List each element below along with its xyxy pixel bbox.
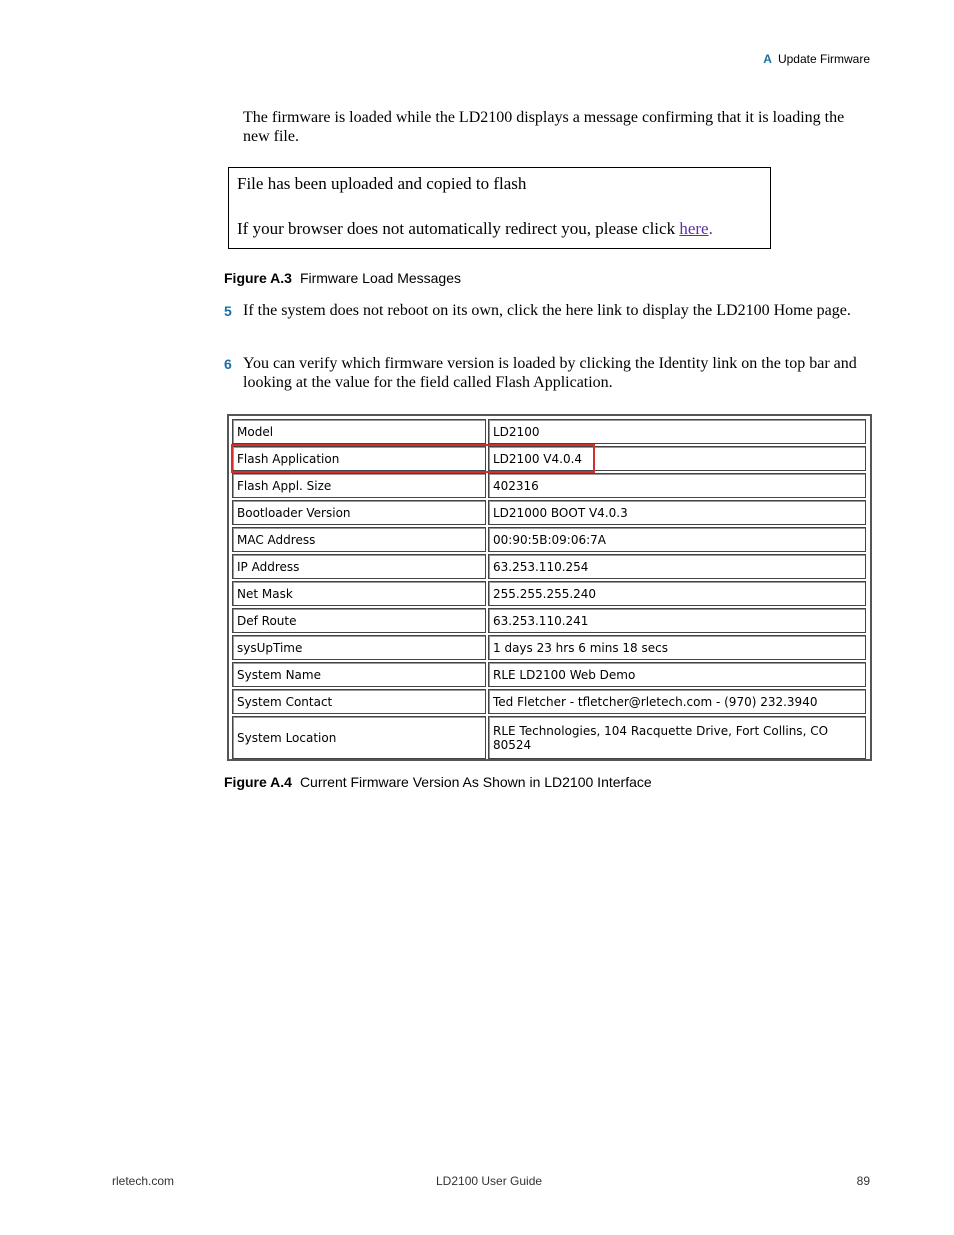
table-row xyxy=(231,472,868,499)
table-row xyxy=(231,634,868,661)
step-5-number: 5 xyxy=(224,303,232,319)
field-name-cell: System Location xyxy=(232,716,486,759)
field-name-cell: Net Mask xyxy=(232,581,486,606)
field-name-cell: sysUpTime xyxy=(232,635,486,660)
table-row xyxy=(231,688,868,715)
field-value-cell: 255.255.255.240 xyxy=(488,581,866,606)
field-value-cell: 00:90:5B:09:06:7A xyxy=(488,527,866,552)
figure-a3-caption xyxy=(224,270,461,286)
running-header xyxy=(763,52,870,66)
footer-guide-title: LD2100 User Guide xyxy=(436,1174,543,1188)
field-name-cell: Flash Application xyxy=(232,446,486,471)
field-name-cell: Def Route xyxy=(232,608,486,633)
redirect-text: If your browser does not automatically redirect you, please click xyxy=(237,219,680,238)
figure-a3-title: Firmware Load Messages xyxy=(299,270,461,286)
step-6-text: You can verify which firmware version is loaded by clicking the Identity link on the top bar and looking at the value for the field called Flash Application. xyxy=(243,355,857,391)
firmware-load-message-figure xyxy=(228,167,771,249)
redirect-message xyxy=(237,219,713,239)
figure-a4-caption xyxy=(224,774,652,790)
table-row xyxy=(231,418,868,445)
field-value-cell: 1 days 23 hrs 6 mins 18 secs xyxy=(488,635,866,660)
field-name-cell: System Name xyxy=(232,662,486,687)
identity-table xyxy=(227,414,872,761)
field-value-cell: Ted Fletcher - tfletcher@rletech.com - (970) 232.3940 xyxy=(488,689,866,714)
table-row xyxy=(231,607,868,634)
step-5-text: If the system does not reboot on its own, click the here link to display the LD2100 Home page. xyxy=(243,302,851,319)
field-name-cell: Flash Appl. Size xyxy=(232,473,486,498)
figure-a4-title: Current Firmware Version As Shown in LD2100 Interface xyxy=(299,774,652,790)
chapter-letter: A xyxy=(763,52,772,66)
field-value-cell: LD2100 xyxy=(488,419,866,444)
field-value-cell: 63.253.110.254 xyxy=(488,554,866,579)
table-row xyxy=(231,715,868,760)
field-name-cell: IP Address xyxy=(232,554,486,579)
field-name-cell: MAC Address xyxy=(232,527,486,552)
table-row xyxy=(231,526,868,553)
step-6-number: 6 xyxy=(224,356,232,372)
field-name-cell: Bootloader Version xyxy=(232,500,486,525)
footer-website: rletech.com xyxy=(112,1174,175,1188)
section-title: Update Firmware xyxy=(777,52,870,66)
field-value-cell: 63.253.110.241 xyxy=(488,608,866,633)
table-row xyxy=(231,661,868,688)
figure-a4-number: Figure A.4 xyxy=(224,774,292,790)
table-row xyxy=(231,499,868,526)
redirect-period: . xyxy=(708,219,713,238)
field-value-cell: LD21000 BOOT V4.0.3 xyxy=(488,500,866,525)
intro-paragraph: The firmware is loaded while the LD2100 displays a message confirming that it is loading the new file. xyxy=(243,109,845,145)
table-row xyxy=(231,445,868,472)
figure-a3-number: Figure A.3 xyxy=(224,270,292,286)
field-value-cell: 402316 xyxy=(488,473,866,498)
upload-message: File has been uploaded and copied to flash xyxy=(237,174,527,193)
footer-page-number: 89 xyxy=(856,1174,870,1188)
field-value-cell: LD2100 V4.0.4 xyxy=(488,446,866,471)
here-link[interactable]: here xyxy=(679,219,709,238)
table-row xyxy=(231,580,868,607)
field-value-cell: RLE Technologies, 104 Racquette Drive, Fort Collins, CO 80524 xyxy=(488,716,866,759)
field-name-cell: System Contact xyxy=(232,689,486,714)
field-value-cell: RLE LD2100 Web Demo xyxy=(488,662,866,687)
table-row xyxy=(231,553,868,580)
field-name-cell: Model xyxy=(232,419,486,444)
